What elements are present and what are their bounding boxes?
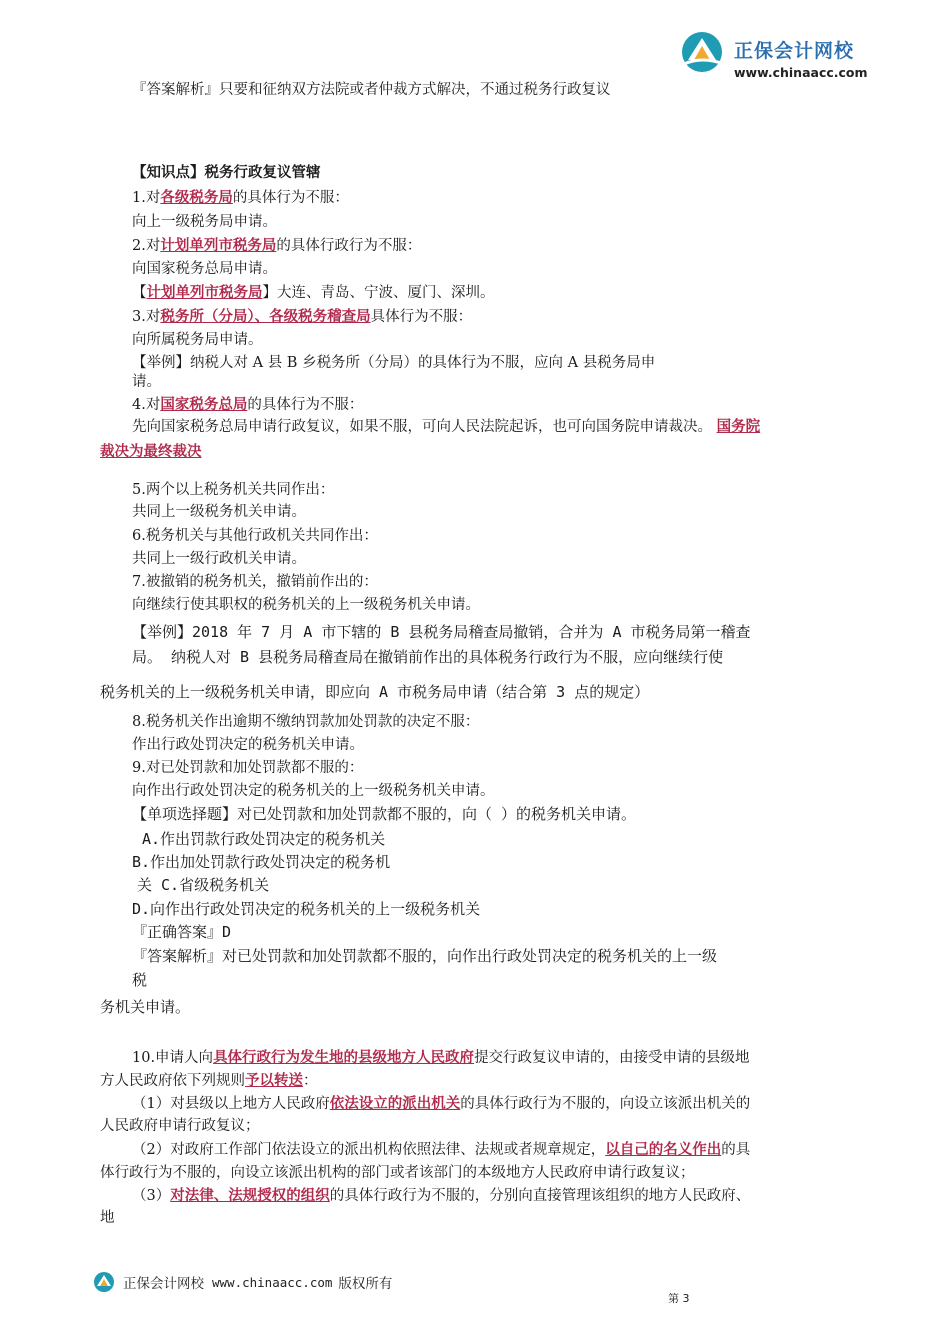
sub-item-2-line-2: 体行政行为不服的，向设立该派出机构的部门或者该部门的本级地方人民政府申请行政复议；	[100, 1165, 695, 1181]
highlight-term: 国家税务总局	[160, 396, 248, 413]
highlight-term: 予以转送	[245, 1072, 303, 1089]
example-2-line-1: 【举例】2018 年 7 月 A 市下辖的 B 县税务局稽查局撤销，合并为 A 市税务局第一稽查	[132, 623, 751, 641]
highlight-term: 计划单列市税务局	[146, 284, 263, 301]
item-6-answer: 共同上一级行政机关申请。	[132, 551, 306, 567]
example-2-line-3-cut: 税务机关的上一级税务机关申请，即应向 A 市税务局申请（结合第 3 点的规定）	[100, 683, 650, 701]
item-2-answer: 向国家税务总局申请。	[132, 261, 277, 277]
option-b: B.作出加处罚款行政处罚决定的税务机	[132, 853, 391, 871]
section-title: 【知识点】税务行政复议管辖	[132, 164, 321, 181]
item-9-answer: 向作出行政处罚决定的税务机关的上一级税务机关申请。	[132, 783, 495, 799]
answer-explanation-end: 务机关申请。	[100, 998, 191, 1016]
sub-item-2: （2）对政府工作部门依法设立的派出机构依照法律、法规或者规章规定，以自己的名义作出的具	[132, 1141, 751, 1158]
option-b-c: 关 C.省级税务机关	[137, 876, 270, 894]
item-8: 8.税务机关作出逾期不缴纳罚款加处罚款的决定不服：	[132, 714, 480, 730]
page-number-fragment: 第 3	[668, 1292, 690, 1305]
option-d: D.向作出行政处罚决定的税务机关的上一级税务机关	[132, 900, 481, 918]
option-a: A.作出罚款行政处罚决定的税务机关	[142, 830, 386, 848]
logo-emblem-icon	[680, 30, 728, 78]
previous-page-fragment: 『答案解析』只要和征纳双方法院或者仲裁方式解决，不通过税务行政复议	[132, 82, 611, 98]
highlight-term: 以自己的名义作出	[605, 1141, 722, 1158]
example-1-line-2: 请。	[132, 374, 161, 390]
item-3: 3.对税务所（分局）、各级税务稽查局具体行为不服：	[132, 308, 473, 325]
item-7-answer: 向继续行使其职权的税务机关的上一级税务机关申请。	[132, 597, 480, 613]
item-5-answer: 共同上一级税务机关申请。	[132, 504, 306, 520]
item-2: 2.对计划单列市税务局的具体行政行为不服：	[132, 237, 422, 254]
highlight-term: 税务所（分局）、各级税务稽查局	[160, 308, 371, 325]
highlight-term: 各级税务局	[160, 189, 233, 206]
sub-item-1-line-2: 人民政府申请行政复议；	[100, 1118, 260, 1134]
example-2-line-2: 局。 纳税人对 B 县税务局稽查局在撤销前作出的具体税务行政行为不服，应向继续行使	[132, 648, 724, 666]
footer-url: www.chinaacc.com	[212, 1274, 333, 1290]
item-10-line-1: 10.申请人向具体行政行为发生地的县级地方人民政府提交行政复议申请的，由接受申请的县级地	[132, 1049, 750, 1066]
item-4-cut-line: 先向国家税务总局申请行政复议，如果不服，可向人民法院起诉，也可向国务院申请裁决。 国务院	[132, 418, 761, 435]
item-1-answer: 向上一级税务局申请。	[132, 214, 277, 230]
correct-answer: 『正确答案』D	[132, 923, 232, 941]
answer-explanation-cut: 税	[132, 971, 148, 989]
brand-name: 正保会计网校	[734, 40, 855, 62]
item-6: 6.税务机关与其他行政机关共同作出：	[132, 528, 378, 544]
example-1-line-1: 【举例】纳税人对 A 县 B 乡税务所（分局）的具体行为不服，应向 A 县税务局申	[132, 355, 656, 371]
footer	[93, 1271, 392, 1293]
footer-brand: 正保会计网校	[123, 1276, 204, 1292]
highlight-term: 对法律、法规授权的组织	[170, 1187, 330, 1204]
item-4-cut-line-2: 裁决为最终裁决	[100, 443, 202, 460]
item-1: 1.对各级税务局的具体行为不服：	[132, 189, 349, 206]
item-2-note: 【计划单列市税务局】大连、青岛、宁波、厦门、深圳。	[132, 284, 495, 301]
item-4-cut: 4.对国家税务总局的具体行为不服：	[132, 396, 364, 413]
item-10-line-2: 方人民政府依下列规则予以转送：	[100, 1072, 318, 1089]
sub-item-3-cut: 地	[100, 1210, 115, 1226]
highlight-term: 计划单列市税务局	[160, 237, 277, 254]
item-7: 7.被撤销的税务机关，撤销前作出的：	[132, 574, 378, 590]
sub-item-3: （3）对法律、法规授权的组织的具体行政行为不服的，分别向直接管理该组织的地方人民政府、	[132, 1187, 751, 1204]
footer-copyright: 版权所有	[338, 1276, 393, 1292]
question-stem: 【单项选择题】对已处罚款和加处罚款都不服的，向（ ）的税务机关申请。	[132, 805, 637, 823]
item-5: 5.两个以上税务机关共同作出：	[132, 482, 335, 498]
highlight-term: 依法设立的派出机关	[329, 1095, 461, 1112]
footer-logo-icon	[93, 1271, 117, 1293]
item-9: 9.对已处罚款和加处罚款都不服的：	[132, 760, 364, 776]
highlight-term: 具体行政行为发生地的县级地方人民政府	[213, 1049, 475, 1066]
sub-item-1: （1）对县级以上地方人民政府依法设立的派出机关的具体行政行为不服的，向设立该派出机关的	[132, 1095, 751, 1112]
item-8-answer: 作出行政处罚决定的税务机关申请。	[132, 737, 364, 753]
answer-explanation: 『答案解析』对已处罚款和加处罚款都不服的，向作出行政处罚决定的税务机关的上一级	[132, 947, 718, 965]
item-3-answer: 向所属税务局申请。	[132, 332, 263, 348]
brand-url: www.chinaacc.com	[734, 65, 868, 80]
header-brand	[734, 36, 868, 80]
